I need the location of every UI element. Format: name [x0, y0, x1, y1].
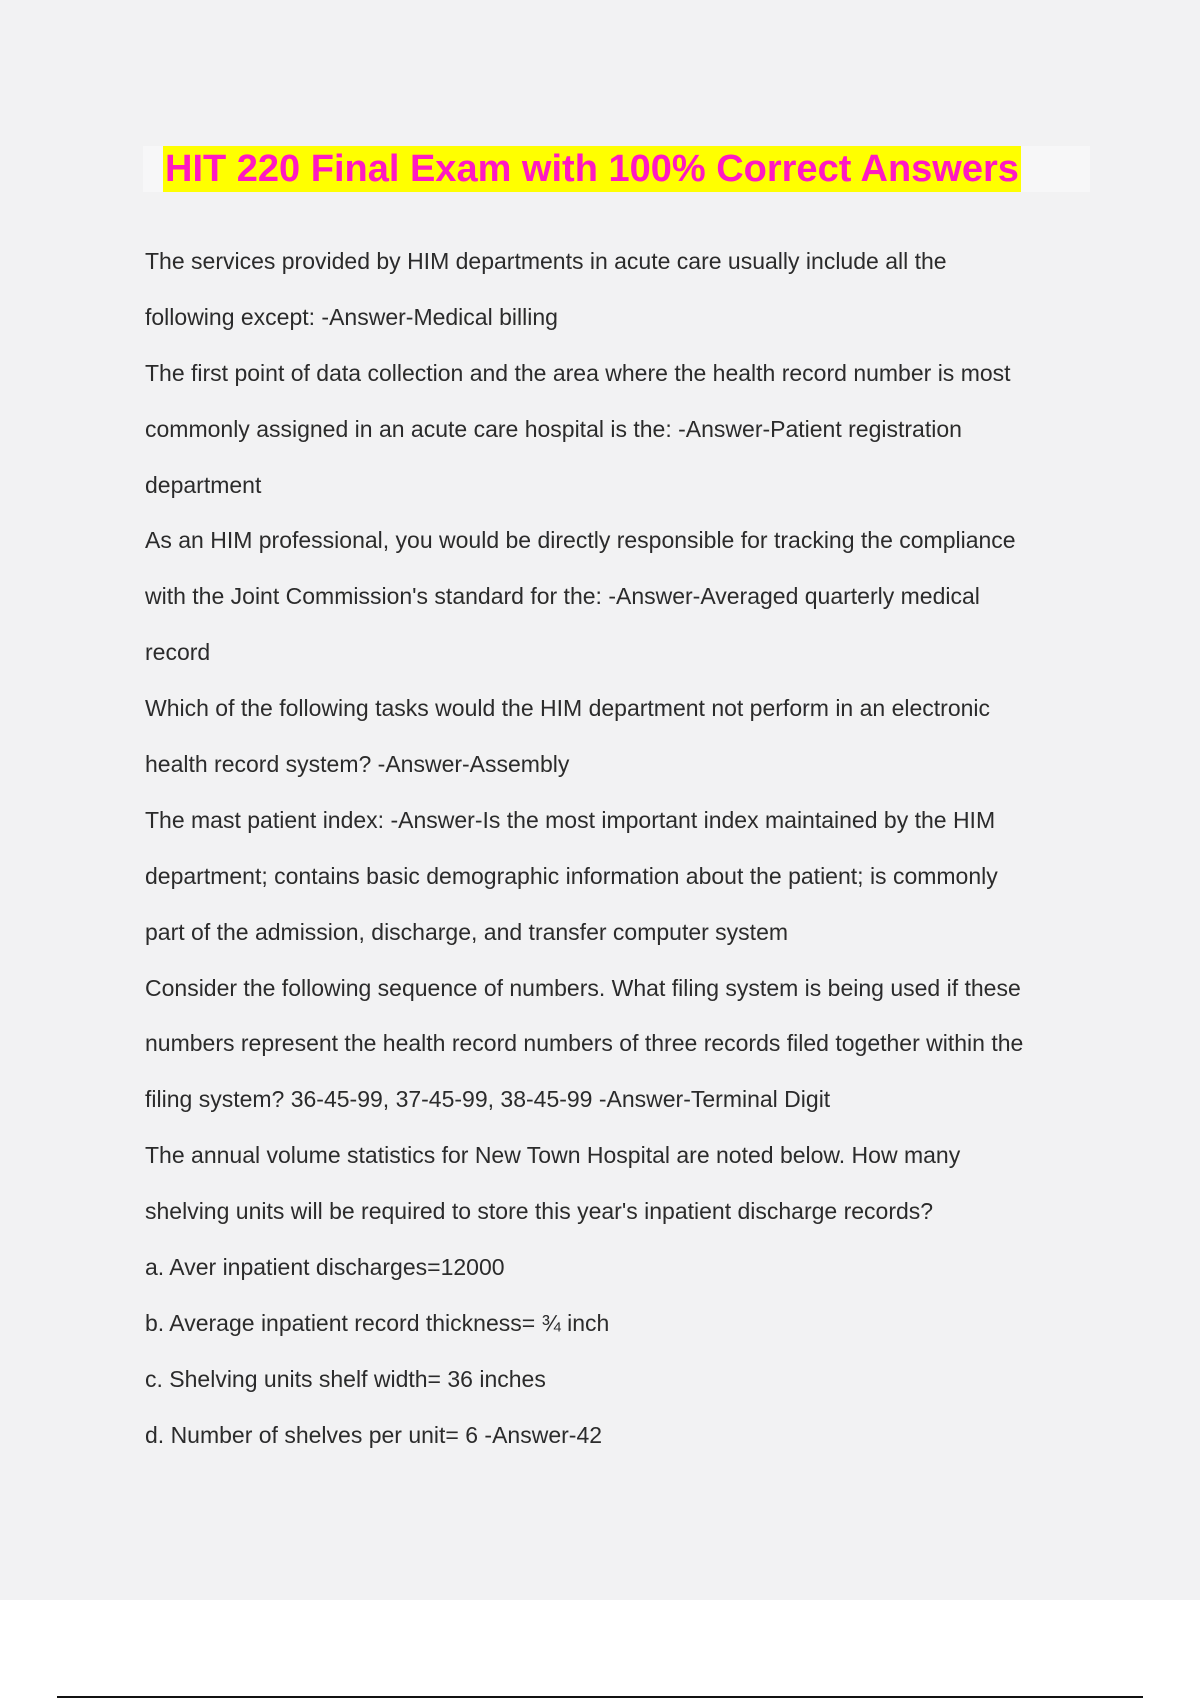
text-line: commonly assigned in an acute care hospital is the: -Answer-Patient registration	[145, 415, 962, 442]
text-line: Which of the following tasks would the HIM department not perform in an electronic	[145, 695, 991, 722]
text-line: with the Joint Commission's standard for the: -Answer-Averaged quarterly medical	[145, 583, 980, 610]
text-line: The services provided by HIM departments in acute care usually include all the	[145, 248, 947, 274]
text-line: Consider the following sequence of numbers. What filing system is being used if these	[145, 974, 1021, 1001]
document-title: HIT 220 Final Exam with 100% Correct Answers	[165, 148, 1019, 190]
text-line: part of the admission, discharge, and transfer computer system	[145, 918, 789, 945]
text-line: a. Aver inpatient discharges=12000	[145, 1254, 505, 1281]
text-line: c. Shelving units shelf width= 36 inches	[145, 1365, 546, 1392]
question-answer-list	[145, 233, 1075, 1463]
text-line: numbers represent the health record numbers of three records filed together within the	[145, 1030, 1024, 1057]
text-line: department; contains basic demographic information about the patient; is commonly	[145, 862, 998, 889]
footer-divider	[57, 1696, 1143, 1698]
text-line: As an HIM professional, you would be directly responsible for tracking the compliance	[145, 527, 1016, 554]
text-line: The annual volume statistics for New Town Hospital are noted below. How many	[145, 1142, 961, 1169]
text-line: department	[145, 471, 262, 498]
text-line: b. Average inpatient record thickness= ¾ inch	[145, 1309, 610, 1336]
text-line: following except: -Answer-Medical billing	[145, 303, 558, 330]
text-line: The first point of data collection and the area where the health record number is most	[145, 359, 1011, 386]
text-line: shelving units will be required to store this year's inpatient discharge records?	[145, 1198, 934, 1225]
text-line: d. Number of shelves per unit= 6 -Answer-42	[145, 1421, 603, 1448]
text-line: health record system? -Answer-Assembly	[145, 751, 570, 778]
text-line: filing system? 36-45-99, 37-45-99, 38-45-99 -Answer-Terminal Digit	[145, 1086, 831, 1113]
text-line: record	[145, 639, 211, 666]
text-line: The mast patient index: -Answer-Is the most important index maintained by the HIM	[145, 806, 996, 833]
